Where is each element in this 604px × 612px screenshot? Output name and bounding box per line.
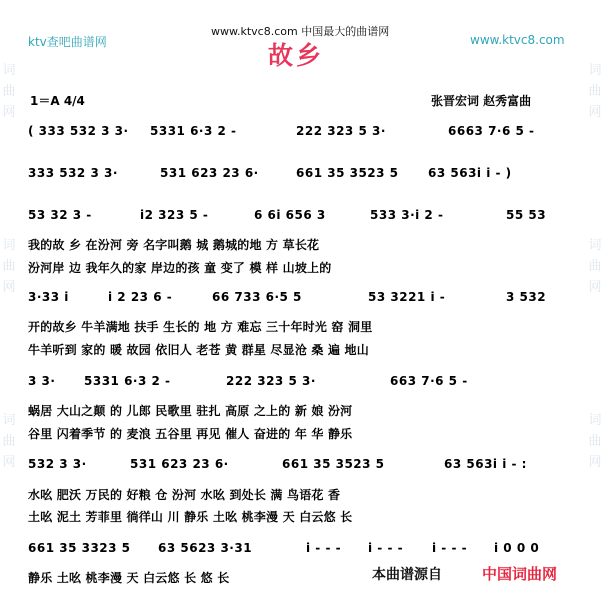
measure: 531 623 23 6· bbox=[130, 457, 229, 471]
measure: 53 3221 i - bbox=[368, 290, 446, 304]
measure: i - - - bbox=[306, 541, 342, 555]
key-signature: 1＝A 4/4 bbox=[30, 94, 85, 108]
measure: 55 53 bbox=[506, 208, 547, 222]
lyric-line: 开的故乡 牛羊满地 扶手 生长的 地 方 难忘 三十年时光 窑 洞里 bbox=[28, 320, 373, 334]
lyric-line: 我的故 乡 在汾河 旁 名字叫鹅 城 鹅城的地 方 草长花 bbox=[28, 238, 320, 252]
measure: i 0 0 0 bbox=[494, 541, 540, 555]
page-title: 故乡 bbox=[268, 41, 325, 70]
watermark-left: ktv查吧曲谱网 bbox=[28, 35, 107, 49]
measure: 333 532 3 3· bbox=[28, 166, 118, 180]
credits: 张晋宏词 赵秀富曲 bbox=[431, 94, 532, 108]
lyric-line: 土吆 泥土 芳菲里 徜徉山 川 静乐 土吆 桃李漫 天 白云悠 长 bbox=[28, 510, 353, 524]
measure: 3 3· bbox=[28, 374, 56, 388]
measure: 222 323 5 3· bbox=[226, 374, 316, 388]
measure: 5331 6·3 2 - bbox=[84, 374, 171, 388]
measure: i2 323 5 - bbox=[140, 208, 209, 222]
measure: 222 323 5 3· bbox=[296, 124, 386, 138]
lyric-line: 汾河岸 边 我年久的家 岸边的孩 童 变了 模 样 山坡上的 bbox=[28, 261, 332, 275]
side-watermark-left-1: 词曲网 bbox=[2, 63, 16, 120]
measure: 63 563i i - : bbox=[444, 457, 527, 471]
measure: i - - - bbox=[368, 541, 404, 555]
measure: 53 32 3 - bbox=[28, 208, 92, 222]
measure: 661 35 3523 5 bbox=[282, 457, 385, 471]
measure: 6663 7·6 5 - bbox=[448, 124, 535, 138]
lyric-line: 牛羊听到 家的 暖 故园 依旧人 老苍 黄 群星 尽显沧 桑 遍 地山 bbox=[28, 343, 369, 357]
measure: ( 333 532 3 3· bbox=[28, 124, 129, 138]
watermark-center: www.ktvc8.com 中国最大的曲谱网 bbox=[211, 25, 390, 38]
measure: i - - - bbox=[432, 541, 468, 555]
measure: 533 3·i 2 - bbox=[370, 208, 444, 222]
lyric-line: 谷里 闪着季节 的 麦浪 五谷里 再见 催人 奋进的 年 华 静乐 bbox=[28, 427, 353, 441]
lyric-line: 水吆 肥沃 万民的 好粮 仓 汾河 水吆 到处长 满 鸟语花 香 bbox=[28, 488, 341, 502]
measure: 531 623 23 6· bbox=[160, 166, 259, 180]
watermark-right: www.ktvc8.com bbox=[470, 33, 565, 47]
measure: 661 35 3523 5 bbox=[296, 166, 399, 180]
measure: i 2 23 6 - bbox=[108, 290, 173, 304]
source-label: 本曲谱源自 bbox=[372, 567, 442, 583]
lyric-line: 静乐 土吆 桃李漫 天 白云悠 长 悠 长 bbox=[28, 571, 230, 585]
side-watermark-right-2: 词曲网 bbox=[588, 238, 602, 295]
measure: 5331 6·3 2 - bbox=[150, 124, 237, 138]
measure: 661 35 3323 5 bbox=[28, 541, 131, 555]
measure: 66 733 6·5 5 bbox=[212, 290, 302, 304]
measure: 3 532 bbox=[506, 290, 547, 304]
measure: 663 7·6 5 - bbox=[390, 374, 468, 388]
measure: 63 563i i - ) bbox=[428, 166, 512, 180]
site-label: 中国词曲网 bbox=[482, 565, 558, 583]
side-watermark-right-1: 词曲网 bbox=[588, 63, 602, 120]
measure: 6 6i 656 3 bbox=[254, 208, 326, 222]
measure: 532 3 3· bbox=[28, 457, 87, 471]
measure: 3·33 i bbox=[28, 290, 69, 304]
side-watermark-right-3: 词曲网 bbox=[588, 413, 602, 470]
lyric-line: 蜗居 大山之颠 的 儿郎 民歌里 驻扎 高原 之上的 新 娘 汾河 bbox=[28, 404, 353, 418]
side-watermark-left-3: 词曲网 bbox=[2, 413, 16, 470]
measure: 63 5623 3·31 bbox=[158, 541, 253, 555]
side-watermark-left-2: 词曲网 bbox=[2, 238, 16, 295]
